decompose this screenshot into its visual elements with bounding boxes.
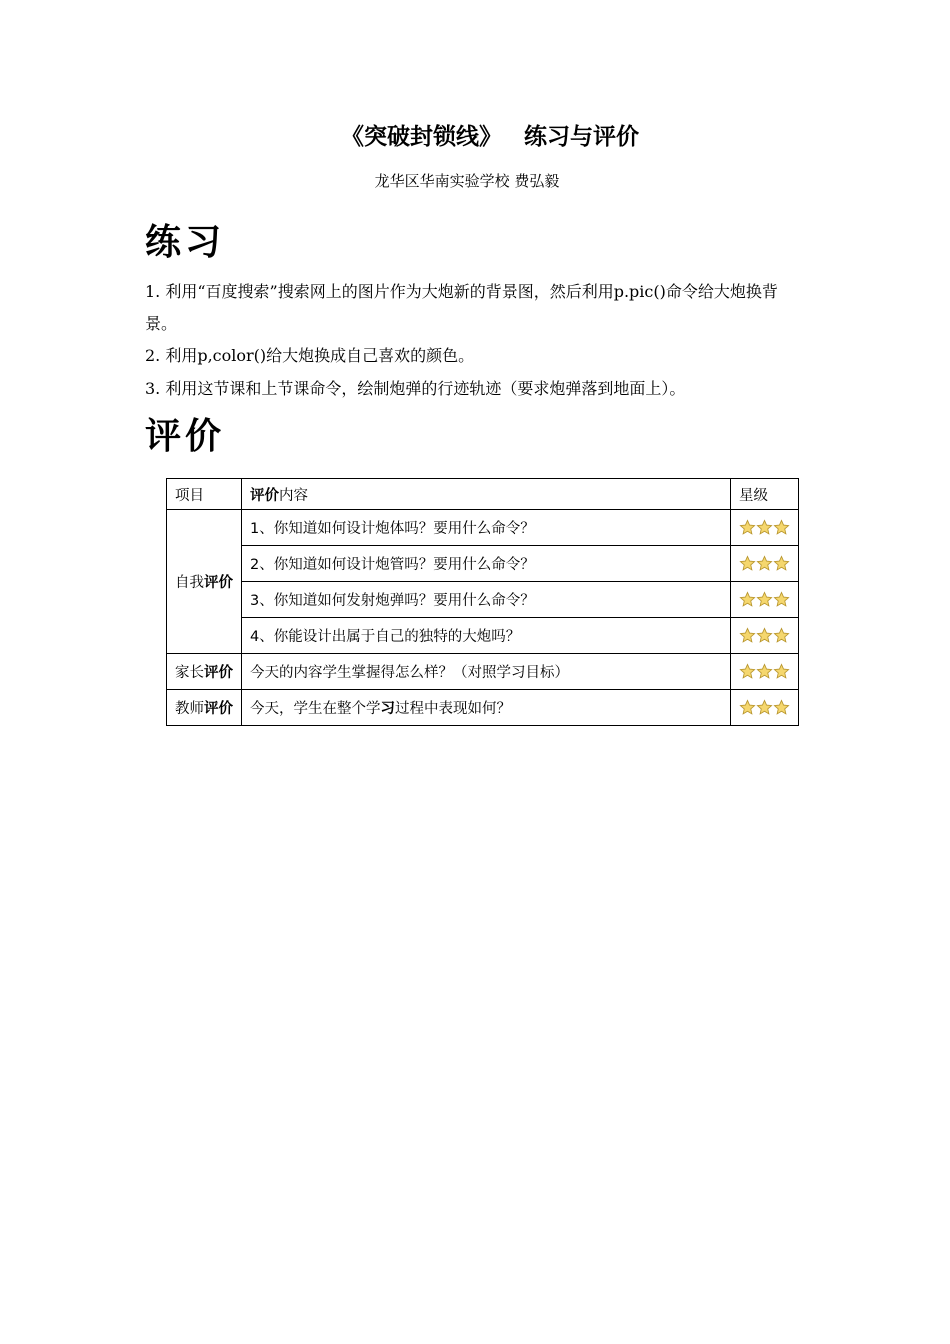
star-icon[interactable]: [756, 555, 773, 572]
star-icon[interactable]: [739, 591, 756, 608]
parent-eval-content: 今天的内容学生掌握得怎么样？（对照学习目标）: [242, 654, 731, 690]
star-icon[interactable]: [756, 699, 773, 716]
star-group[interactable]: [739, 663, 790, 680]
table-header-row: [167, 479, 799, 510]
table-row: [167, 546, 799, 582]
table-row: [167, 582, 799, 618]
star-icon[interactable]: [756, 627, 773, 644]
star-icon[interactable]: [739, 555, 756, 572]
star-group[interactable]: [739, 699, 790, 716]
practice-heading: 练习: [145, 222, 226, 263]
self-question-1: 1、你知道如何设计炮体吗？要用什么命令？: [242, 510, 731, 546]
practice-item-2: 2. 利用p,color()给大炮换成自己喜欢的颜色。: [145, 346, 475, 365]
title-section: 练习与评价: [524, 124, 639, 150]
star-rating[interactable]: [731, 618, 799, 654]
star-rating[interactable]: [731, 654, 799, 690]
star-group[interactable]: [739, 627, 790, 644]
star-group[interactable]: [739, 519, 790, 536]
self-eval-label: 自我评价: [167, 510, 242, 654]
header-item: 项目: [167, 479, 242, 510]
star-rating[interactable]: [731, 690, 799, 726]
star-icon[interactable]: [739, 663, 756, 680]
practice-item-3: 3. 利用这节课和上节课命令，绘制炮弹的行迹轨迹（要求炮弹落到地面上）。: [145, 379, 686, 398]
table-row: [167, 690, 799, 726]
document-title: [0, 118, 950, 151]
title-book-name: 《突破封锁线》: [341, 124, 502, 150]
parent-eval-label: 家长评价: [167, 654, 242, 690]
star-icon[interactable]: [739, 627, 756, 644]
star-icon[interactable]: [756, 591, 773, 608]
table-row: [167, 654, 799, 690]
star-rating[interactable]: [731, 546, 799, 582]
self-question-3: 3、你知道如何发射炮弹吗？要用什么命令？: [242, 582, 731, 618]
evaluation-heading: 评价: [145, 416, 226, 457]
table-row: [167, 510, 799, 546]
star-rating[interactable]: [731, 510, 799, 546]
practice-item-1: 1. 利用“百度搜索”搜索网上的图片作为大炮新的背景图，然后利用p.pic()命令给大炮换背景。: [145, 282, 778, 333]
star-icon[interactable]: [773, 699, 790, 716]
star-icon[interactable]: [773, 663, 790, 680]
star-icon[interactable]: [773, 627, 790, 644]
star-group[interactable]: [739, 555, 790, 572]
header-content: 评价内容: [242, 479, 731, 510]
self-question-2: 2、你知道如何设计炮管吗？要用什么命令？: [242, 546, 731, 582]
star-icon[interactable]: [756, 519, 773, 536]
header-rating: 星级: [731, 479, 799, 510]
star-group[interactable]: [739, 591, 790, 608]
evaluation-table: [166, 478, 799, 726]
teacher-eval-content: 今天，学生在整个学习过程中表现如何？: [242, 690, 731, 726]
self-question-4: 4、你能设计出属于自己的独特的大炮吗？: [242, 618, 731, 654]
star-icon[interactable]: [739, 519, 756, 536]
author-line: 龙华区华南实验学校 费弘毅: [374, 172, 560, 190]
table-row: [167, 618, 799, 654]
star-rating[interactable]: [731, 582, 799, 618]
star-icon[interactable]: [773, 591, 790, 608]
star-icon[interactable]: [773, 519, 790, 536]
teacher-eval-label: 教师评价: [167, 690, 242, 726]
star-icon[interactable]: [739, 699, 756, 716]
star-icon[interactable]: [773, 555, 790, 572]
star-icon[interactable]: [756, 663, 773, 680]
